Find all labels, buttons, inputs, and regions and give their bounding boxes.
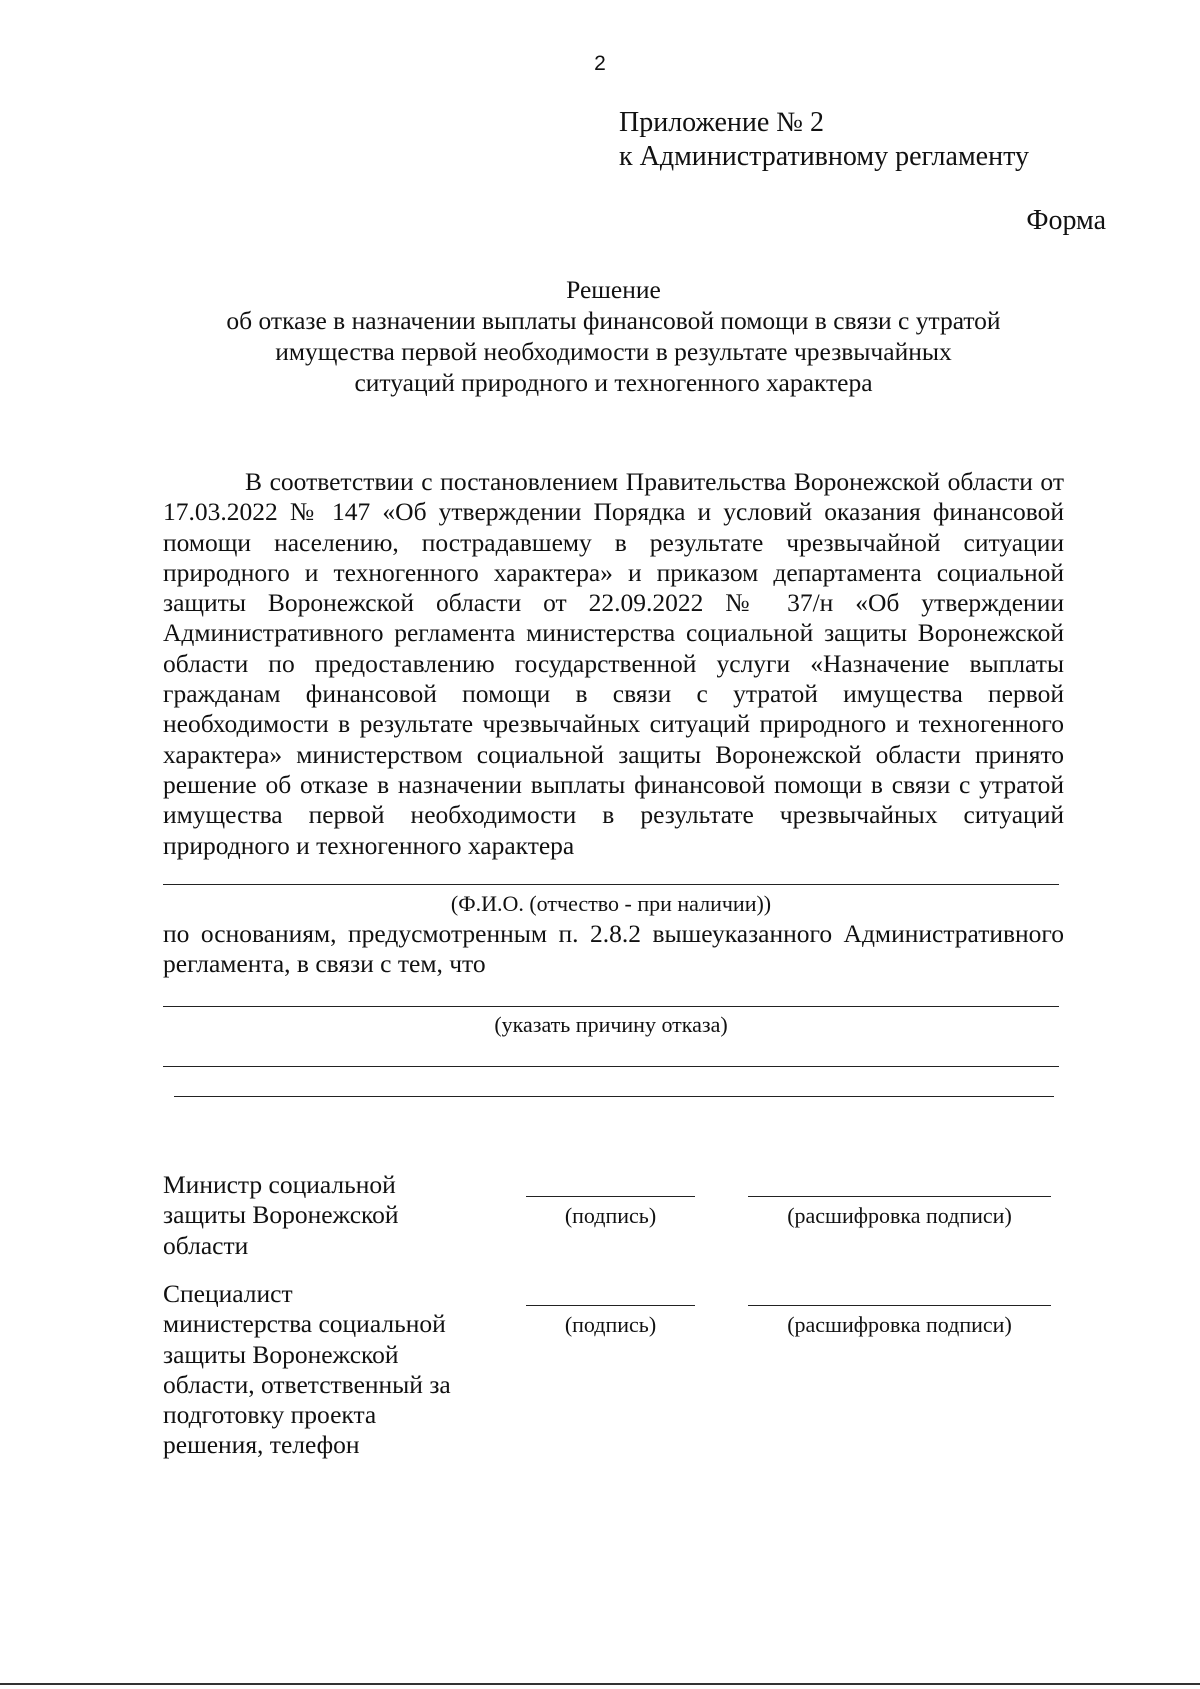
document-title — [150, 274, 1077, 398]
page-number: 2 — [594, 52, 606, 75]
appendix-header — [619, 106, 1029, 174]
signature-2-decode-line[interactable] — [748, 1305, 1051, 1306]
signature-1-sign-line[interactable] — [526, 1196, 695, 1197]
title-line-2: об отказе в назначении выплаты финансовой помощи в связи с утратой — [226, 306, 1001, 335]
signature-1-decode-line[interactable] — [748, 1196, 1051, 1197]
fio-blank-line[interactable] — [163, 884, 1059, 885]
signature-2-title-line: Специалист — [163, 1279, 293, 1308]
signature-2-title-line: защиты Воронежской — [163, 1339, 399, 1369]
reason-blank-line-2[interactable] — [163, 1066, 1059, 1067]
fio-caption: (Ф.И.О. (отчество - при наличии)) — [450, 891, 772, 916]
signature-1-decode-caption: (расшифровка подписи) — [787, 1203, 1012, 1228]
signature-2-title-line: области, ответственный за — [163, 1369, 451, 1399]
appendix-line-1: Приложение № 2 — [619, 107, 824, 138]
appendix-line-2: к Административному регламенту — [619, 141, 1029, 172]
signature-2-sign-caption: (подпись) — [564, 1312, 657, 1337]
signature-2-title — [163, 1279, 451, 1461]
page-bottom-edge — [0, 1683, 1200, 1685]
signature-2-sign-line[interactable] — [526, 1305, 695, 1306]
signature-1-title — [163, 1170, 399, 1261]
title-line-1: Решение — [566, 275, 661, 304]
signature-2-title-line: подготовку проекта — [163, 1400, 377, 1430]
reason-blank-line-3[interactable] — [174, 1096, 1054, 1097]
signature-1-title-line: области — [163, 1230, 249, 1260]
reason-blank-line-1[interactable] — [163, 1006, 1059, 1007]
signature-2-title-line: министерства социальной — [163, 1309, 446, 1339]
signature-1-sign-caption: (подпись) — [564, 1203, 657, 1228]
signature-1-title-line: защиты Воронежской — [163, 1200, 399, 1230]
grounds-text: по основаниям, предусмотренным п. 2.8.2 вышеуказанного Административного регламента, в связи с тем, что — [163, 919, 1064, 979]
title-line-4: ситуаций природного и техногенного характера — [354, 368, 873, 397]
form-label: Форма — [1026, 205, 1106, 236]
decision-body-text: В соответствии с постановлением Правительства Воронежской области от 17.03.2022 № 147 «Об утверждении Порядка и условий оказания финансовой помощи населению, пострадавшему в результате чрезвычайной ситуации природного и техногенного характера» и приказом департамента социальной защиты Воронежской области от 22.09.2022 № 37/н «Об утверждении Административного регламента министерства социальной защиты Воронежской области по предоставлению государственной услуги «Назначение выплаты гражданам финансовой помощи в связи с утратой имущества первой необходимости в результате чрезвычайных ситуаций природного и техногенного характера» министерством социальной защиты Воронежской области принято решение об отказе в назначении выплаты финансовой помощи в связи с утратой имущества первой необходимости в результате чрезвычайных ситуаций природного и техногенного характера — [163, 467, 1064, 860]
signature-2-decode-caption: (расшифровка подписи) — [787, 1312, 1012, 1337]
reason-caption: (указать причину отказа) — [494, 1012, 728, 1037]
signature-2-title-line: решения, телефон — [163, 1430, 360, 1460]
signature-1-title-line: Министр социальной — [163, 1170, 396, 1199]
title-line-3: имущества первой необходимости в результате чрезвычайных — [275, 337, 952, 366]
